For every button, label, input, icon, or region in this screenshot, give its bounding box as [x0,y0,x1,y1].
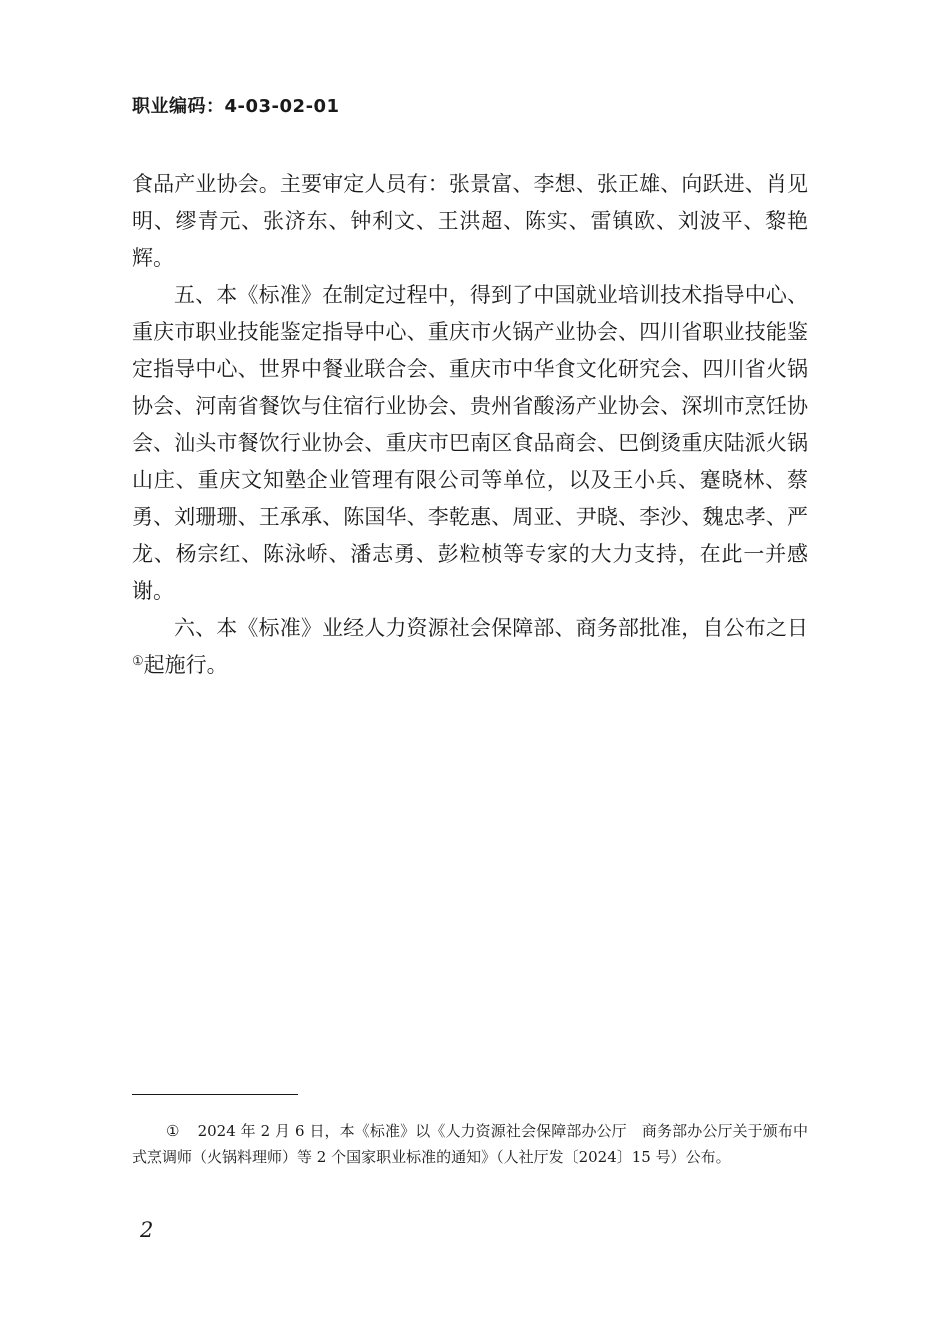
occupation-code-header: 职业编码：4-03-02-01 [132,96,340,117]
footnote [132,1118,808,1170]
footnote-marker: ① [166,1122,180,1140]
footnote-divider [132,1094,298,1095]
page-number: 2 [140,1218,154,1242]
approval-text-start: 六、本《标准》业经人力资源社会保障部、商务部批准，自公布之日 [174,616,808,640]
body-text [132,166,808,684]
approval-text-end: 起施行。 [143,653,228,677]
footnote-text: 2024 年 2 月 6 日，本《标准》以《人力资源社会保障部办公厅 商务部办公厅关于颁布中式烹调师（火锅料理师）等 2 个国家职业标准的通知》（人社厅发〔2024〕15 号）公布。 [132,1122,808,1166]
paragraph-approval [132,610,808,684]
footnote-reference[interactable]: ① [132,654,144,669]
paragraph-reviewers: 食品产业协会。主要审定人员有：张景富、李想、张正雄、向跃进、肖见明、缪青元、张济东、钟利文、王洪超、陈实、雷镇欧、刘波平、黎艳辉。 [132,172,808,270]
paragraph-acknowledgements: 五、本《标准》在制定过程中，得到了中国就业培训技术指导中心、重庆市职业技能鉴定指导中心、重庆市火锅产业协会、四川省职业技能鉴定指导中心、世界中餐业联合会、重庆市中华食文化研究会、四川省火锅协会、河南省餐饮与住宿行业协会、贵州省酸汤产业协会、深圳市烹饪协会、汕头市餐饮行业协会、重庆市巴南区食品商会、巴倒烫重庆陆派火锅山庄、重庆文知塾企业管理有限公司等单位，以及王小兵、蹇晓林、蔡勇、刘珊珊、王承承、陈国华、李乾惠、周亚、尹晓、李沙、魏忠孝、严龙、杨宗红、陈泳峤、潘志勇、彭粒桢等专家的大力支持，在此一并感谢。 [132,283,808,603]
